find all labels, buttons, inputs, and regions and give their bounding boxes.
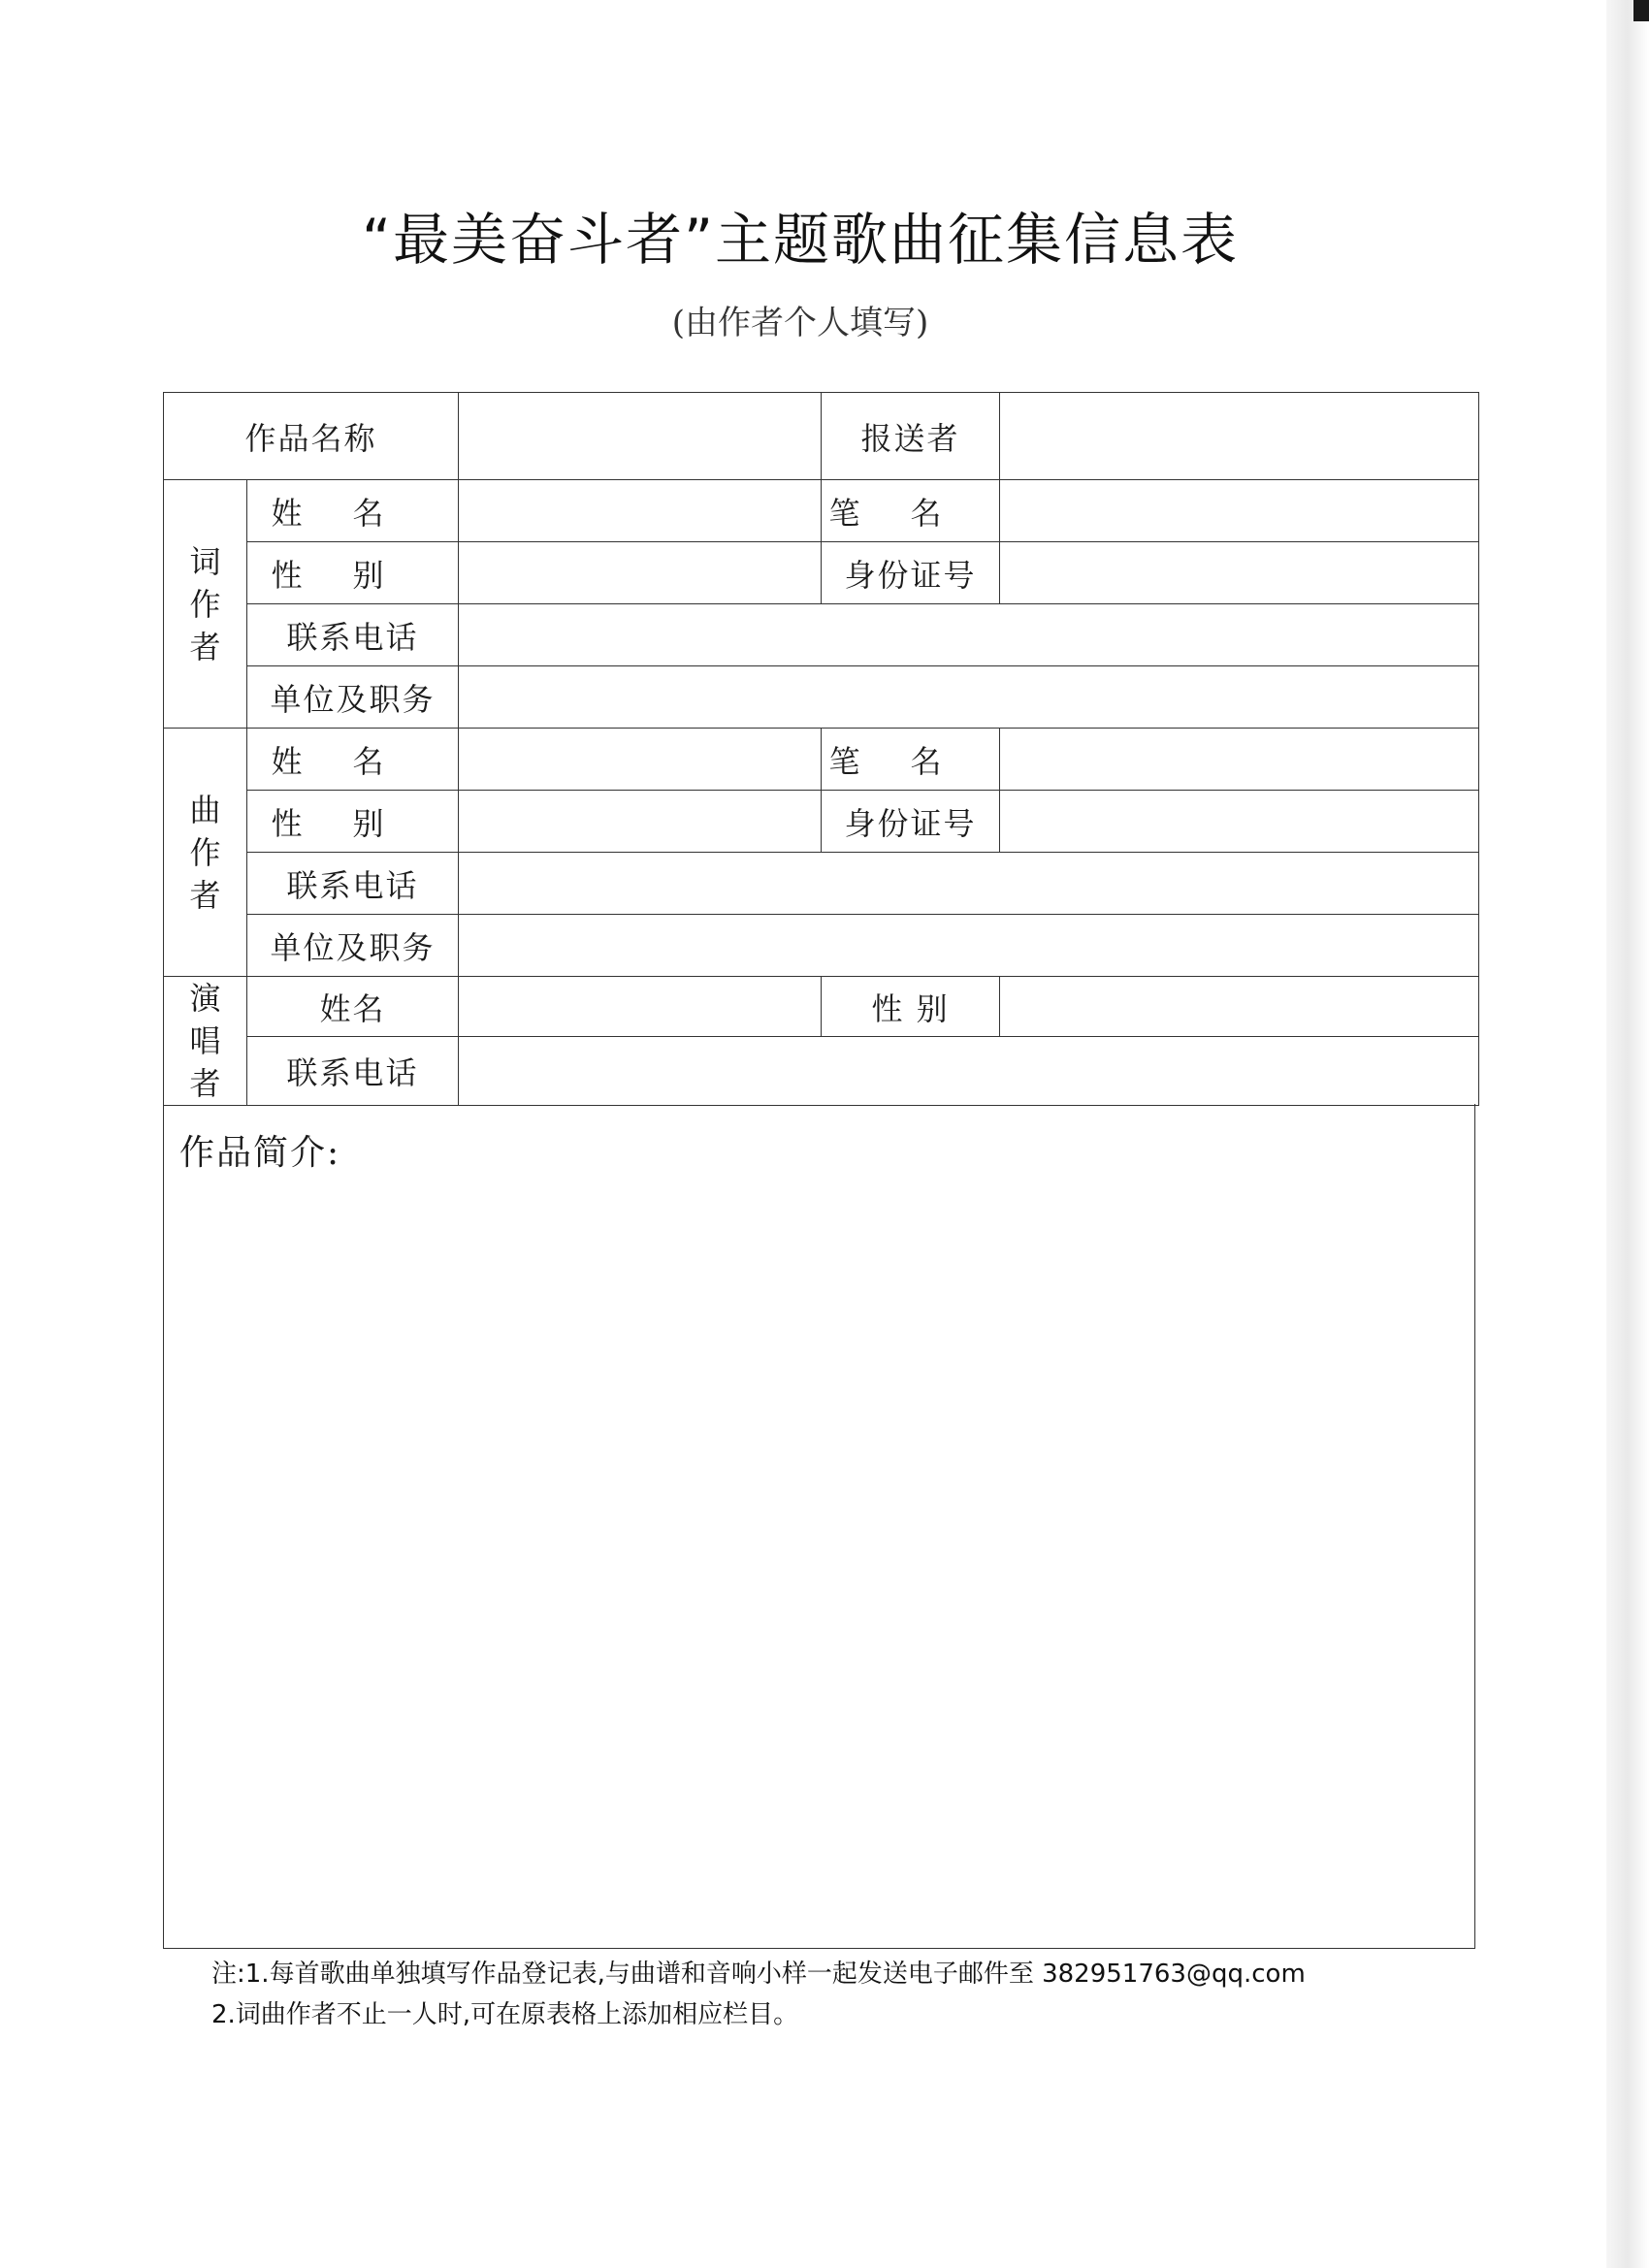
field-lyricist-name[interactable] <box>459 480 822 542</box>
field-lyricist-phone[interactable] <box>459 604 1479 666</box>
label-composer-phone: 联系电话 <box>247 853 459 915</box>
note-line: 注:1.每首歌曲单独填写作品登记表,与曲谱和音响小样一起发送电子邮件至 382951763@qq.com <box>211 1960 1306 1989</box>
form-subtitle: (由作者个人填写) <box>671 304 929 342</box>
group-singer <box>164 977 247 1106</box>
form-notes <box>211 1954 1306 2035</box>
field-composer-phone[interactable] <box>459 853 1479 915</box>
lyricist-char: 词 <box>189 542 221 580</box>
info-form-table <box>163 392 1479 1106</box>
row-lyricist-phone <box>164 604 1479 666</box>
row-work-name <box>164 393 1479 480</box>
row-singer-name <box>164 977 1479 1037</box>
row-singer-phone <box>164 1037 1479 1106</box>
field-composer-org[interactable] <box>459 915 1479 977</box>
group-composer <box>164 729 247 977</box>
row-lyricist-gender <box>164 542 1479 604</box>
label-singer-name: 姓名 <box>247 977 459 1037</box>
label-submitter: 报送者 <box>822 393 1000 480</box>
row-composer-name <box>164 729 1479 791</box>
scan-page-edge <box>1606 0 1649 2268</box>
label-singer-gender: 性 别 <box>822 977 1000 1037</box>
lyricist-char: 作 <box>189 585 221 623</box>
singer-char: 演 <box>189 980 221 1017</box>
form-title: “最美奋斗者”主题歌曲征集信息表 <box>361 207 1240 273</box>
field-singer-phone[interactable] <box>459 1037 1479 1106</box>
composer-char: 作 <box>189 833 221 871</box>
label-composer-name: 姓名 <box>247 729 459 791</box>
row-composer-org <box>164 915 1479 977</box>
row-lyricist-org <box>164 666 1479 729</box>
composer-char: 者 <box>189 876 221 914</box>
field-work-name[interactable] <box>459 393 822 480</box>
scan-corner-mark <box>1633 0 1649 21</box>
note-line: 2.词曲作者不止一人时,可在原表格上添加相应栏目。 <box>211 2000 799 2029</box>
field-composer-pen-name[interactable] <box>1000 729 1479 791</box>
row-composer-gender <box>164 791 1479 853</box>
label-composer-gender: 性别 <box>247 791 459 853</box>
row-lyricist-name <box>164 480 1479 542</box>
lyricist-char: 者 <box>189 628 221 665</box>
field-composer-gender[interactable] <box>459 791 822 853</box>
label-composer-id: 身份证号 <box>822 791 1000 853</box>
label-lyricist-org: 单位及职务 <box>247 666 459 729</box>
label-composer-org: 单位及职务 <box>247 915 459 977</box>
field-composer-id[interactable] <box>1000 791 1479 853</box>
label-lyricist-phone: 联系电话 <box>247 604 459 666</box>
work-brief-label: 作品简介: <box>179 1133 341 1173</box>
label-lyricist-id: 身份证号 <box>822 542 1000 604</box>
label-work-name: 作品名称 <box>164 393 459 480</box>
field-composer-name[interactable] <box>459 729 822 791</box>
work-brief-box[interactable] <box>163 1104 1475 1949</box>
field-lyricist-gender[interactable] <box>459 542 822 604</box>
label-singer-phone: 联系电话 <box>247 1037 459 1106</box>
field-submitter[interactable] <box>1000 393 1479 480</box>
group-lyricist <box>164 480 247 729</box>
label-lyricist-pen-name: 笔名 <box>822 480 1000 542</box>
label-lyricist-name: 姓名 <box>247 480 459 542</box>
label-composer-pen-name: 笔名 <box>822 729 1000 791</box>
field-lyricist-id[interactable] <box>1000 542 1479 604</box>
label-lyricist-gender: 性别 <box>247 542 459 604</box>
field-lyricist-org[interactable] <box>459 666 1479 729</box>
row-composer-phone <box>164 853 1479 915</box>
singer-char: 者 <box>189 1065 221 1102</box>
field-singer-gender[interactable] <box>1000 977 1479 1037</box>
composer-char: 曲 <box>189 791 221 828</box>
field-singer-name[interactable] <box>459 977 822 1037</box>
field-lyricist-pen-name[interactable] <box>1000 480 1479 542</box>
singer-char: 唱 <box>189 1022 221 1059</box>
